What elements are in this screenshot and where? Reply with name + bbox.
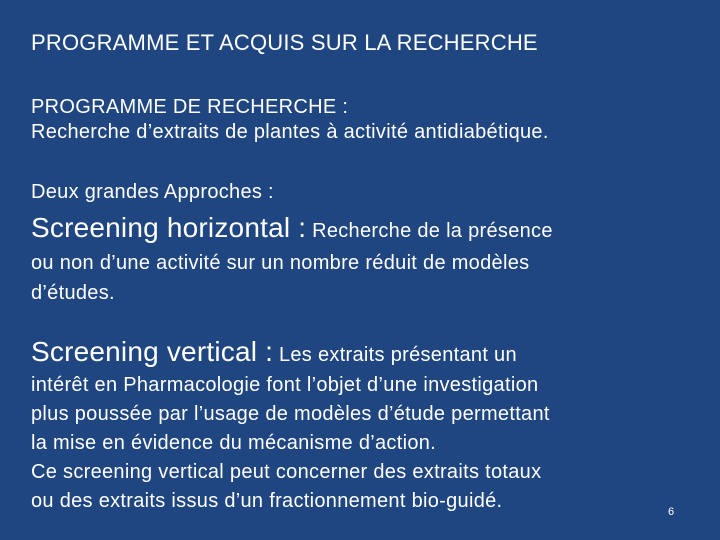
horizontal-screening-body (31, 248, 529, 308)
vertical-line: plus poussée par l’usage de modèles d’étude permettant (31, 403, 550, 425)
page-number: 6 (668, 506, 675, 518)
horizontal-line: d’études. (31, 282, 115, 304)
program-line: Recherche d’extraits de plantes à activité antidiabétique. (31, 121, 549, 143)
vertical-line: ou des extraits issus d’un fractionnement bio-guidé. (31, 490, 503, 512)
horizontal-screening-heading (31, 210, 553, 251)
vertical-screening-term: Screening vertical : (31, 336, 274, 367)
horizontal-line: ou non d’une activité sur un nombre réduit de modèles (31, 252, 530, 274)
vertical-line: intérêt en Pharmacologie font l’objet d’une investigation (31, 374, 539, 396)
vertical-screening-heading (31, 334, 517, 375)
vertical-line: Ce screening vertical peut concerner des extraits totaux (31, 461, 542, 483)
vertical-screening-body (31, 371, 550, 516)
program-heading: PROGRAMME DE RECHERCHE : (31, 96, 349, 118)
horizontal-screening-term: Screening horizontal : (31, 212, 307, 243)
program-section (31, 95, 549, 145)
approaches-heading: Deux grandes Approches : (31, 181, 274, 203)
horizontal-screening-first-line: Recherche de la présence (306, 220, 553, 242)
slide-title: PROGRAMME ET ACQUIS SUR LA RECHERCHE (31, 30, 538, 55)
vertical-line: la mise en évidence du mécanisme d’action. (31, 432, 437, 454)
vertical-screening-first-line: Les extraits présentant un (273, 344, 517, 366)
